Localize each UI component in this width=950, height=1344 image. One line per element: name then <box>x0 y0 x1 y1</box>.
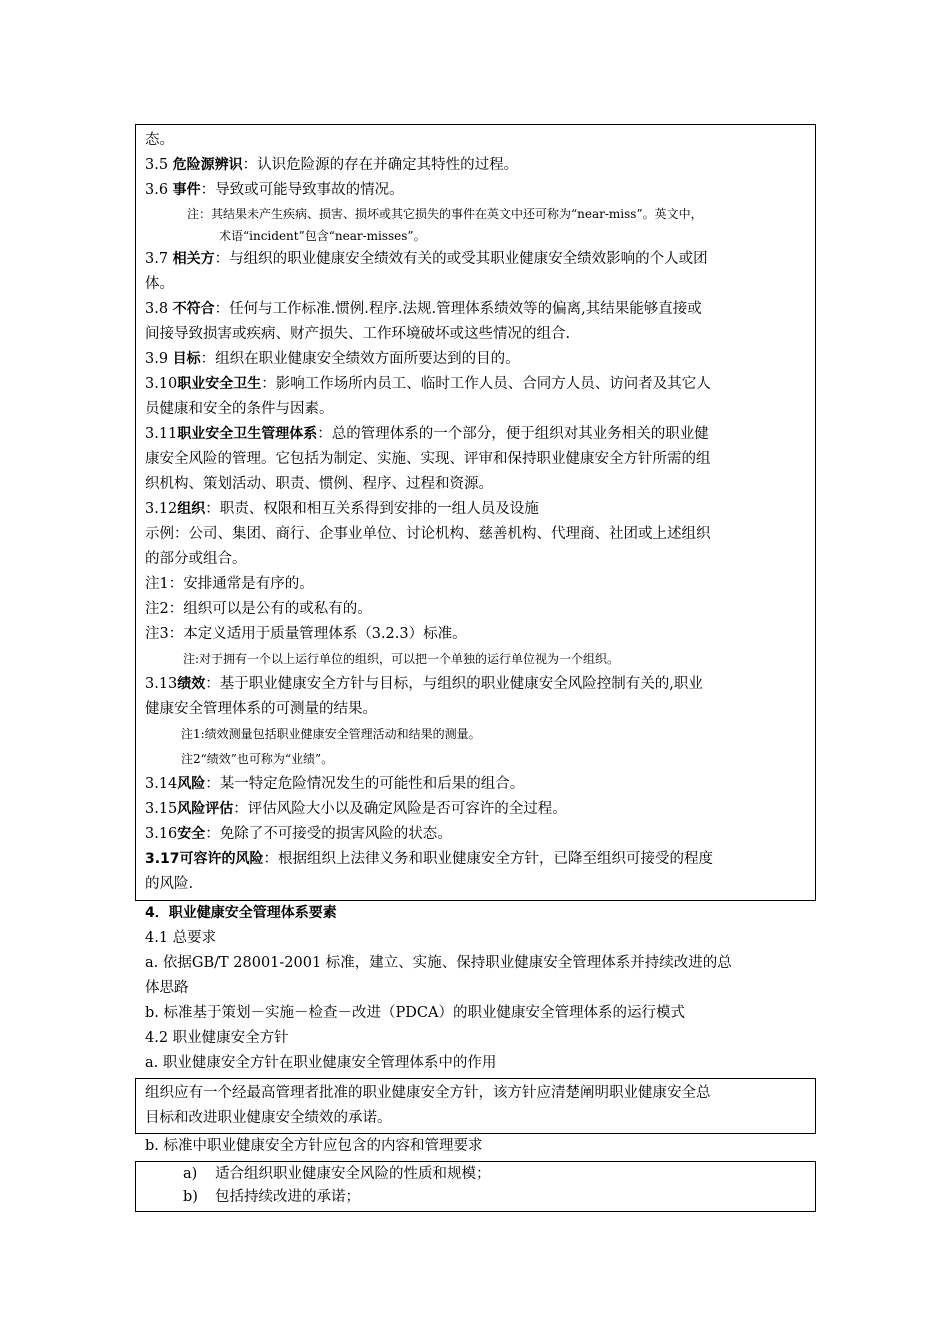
definition-3-5: 3.5 危险源辨识：认识危险源的存在并确定其特性的过程。 <box>145 157 519 173</box>
text-line: 康安全风险的管理。它包括为制定、实施、实现、评审和保持职业健康安全方针所需的组 <box>145 451 711 467</box>
definition-3-9: 3.9 目标：组织在职业健康安全绩效方面所要达到的目的。 <box>145 351 520 367</box>
definition-3-7: 3.7 相关方：与组织的职业健康安全绩效有关的或受其职业健康安全绩效影响的个人或团 <box>145 251 708 267</box>
text-line: 健康安全管理体系的可测量的结果。 <box>145 701 377 717</box>
list-label: b) <box>183 1189 198 1205</box>
list-text: 适合组织职业健康安全风险的性质和规模； <box>215 1166 491 1182</box>
definition-3-8: 3.8 不符合：任何与工作标准.惯例.程序.法规.管理体系绩效等的偏离,其结果能够直接或 <box>145 301 702 317</box>
text-line: b. 标准中职业健康安全方针应包含的内容和管理要求 <box>145 1138 483 1154</box>
text-line: 体思路 <box>145 980 189 996</box>
text-line: 的风险. <box>145 876 194 892</box>
definition-3-11: 3.11职业安全卫生管理体系：总的管理体系的一个部分，便于组织对其业务相关的职业健 <box>145 426 709 442</box>
definition-3-10: 3.10职业安全卫生：影响工作场所内员工、临时工作人员、合同方人员、访问者及其它人 <box>145 376 711 392</box>
text-line: 的部分或组合。 <box>145 551 247 567</box>
definitions-box <box>135 124 816 901</box>
text-line: 间接导致损害或疾病、财产损失、工作环境破坏或这些情况的组合. <box>145 326 571 342</box>
note-line: 术语“incident”包含“near-misses”。 <box>219 229 426 243</box>
list-text: 包括持续改进的承诺； <box>215 1189 360 1205</box>
document-page <box>135 124 816 1212</box>
definition-3-14: 3.14风险：某一特定危险情况发生的可能性和后果的组合。 <box>145 776 525 792</box>
text-line: 注3：本定义适用于质量管理体系（3.2.3）标准。 <box>145 626 467 642</box>
text-line: b. 标准基于策划－实施－检查－改进（PDCA）的职业健康安全管理体系的运行模式 <box>145 1005 685 1021</box>
text-line: a. 依据GB/T 28001-2001 标准，建立、实施、保持职业健康安全管理体系并持续改进的总 <box>145 955 732 971</box>
text-line: 注2：组织可以是公有的或私有的。 <box>145 601 372 617</box>
section-heading: 4．职业健康安全管理体系要素 <box>145 905 337 921</box>
text-line: 织机构、策划活动、职责、惯例、程序、过程和资源。 <box>145 476 493 492</box>
text-line: 目标和改进职业健康安全绩效的承诺。 <box>145 1110 392 1126</box>
section-4 <box>135 901 816 1076</box>
text-line: 示例：公司、集团、商行、企事业单位、讨论机构、慈善机构、代理商、社团或上述组织 <box>145 526 711 542</box>
text-line: a. 职业健康安全方针在职业健康安全管理体系中的作用 <box>145 1055 497 1071</box>
note-line: 注：其结果未产生疾病、损害、损坏或其它损失的事件在英文中还可称为“near-miss”。英文中， <box>187 207 703 221</box>
note-line: 注2“绩效”也可称为“业绩”。 <box>181 752 334 766</box>
definition-3-15: 3.15风险评估：评估风险大小以及确定风险是否可容许的全过程。 <box>145 801 567 817</box>
text-line: 态。 <box>145 132 174 148</box>
definition-3-12: 3.12组织：职责、权限和相互关系得到安排的一组人员及设施 <box>145 501 539 517</box>
list-item <box>145 1163 807 1186</box>
list-item <box>145 1186 807 1209</box>
text-line: 员健康和安全的条件与因素。 <box>145 401 334 417</box>
section-4-2-b <box>135 1134 816 1159</box>
subsection-4-2: 4.2 职业健康安全方针 <box>145 1030 289 1046</box>
definition-3-17: 3.17可容许的风险：根据组织上法律义务和职业健康安全方针，已降至组织可接受的程度 <box>145 851 714 867</box>
text-line: 体。 <box>145 276 174 292</box>
text-line: 注1：安排通常是有序的。 <box>145 576 314 592</box>
definition-3-16: 3.16安全：免除了不可接受的损害风险的状态。 <box>145 826 452 842</box>
note-line: 注1:绩效测量包括职业健康安全管理活动和结果的测量。 <box>181 727 481 741</box>
text-line: 组织应有一个经最高管理者批准的职业健康安全方针，该方针应清楚阐明职业健康安全总 <box>145 1085 711 1101</box>
note-line: 注:对于拥有一个以上运行单位的组织，可以把一个单独的运行单位视为一个组织。 <box>183 652 620 666</box>
subsection-4-1: 4.1 总要求 <box>145 930 217 946</box>
policy-box <box>135 1078 816 1134</box>
definition-3-6: 3.6 事件：导致或可能导致事故的情况。 <box>145 182 404 198</box>
definition-3-13: 3.13绩效：基于职业健康安全方针与目标，与组织的职业健康安全风险控制有关的,职业 <box>145 676 703 692</box>
policy-requirements-box <box>135 1161 816 1212</box>
list-label: a) <box>183 1166 198 1182</box>
